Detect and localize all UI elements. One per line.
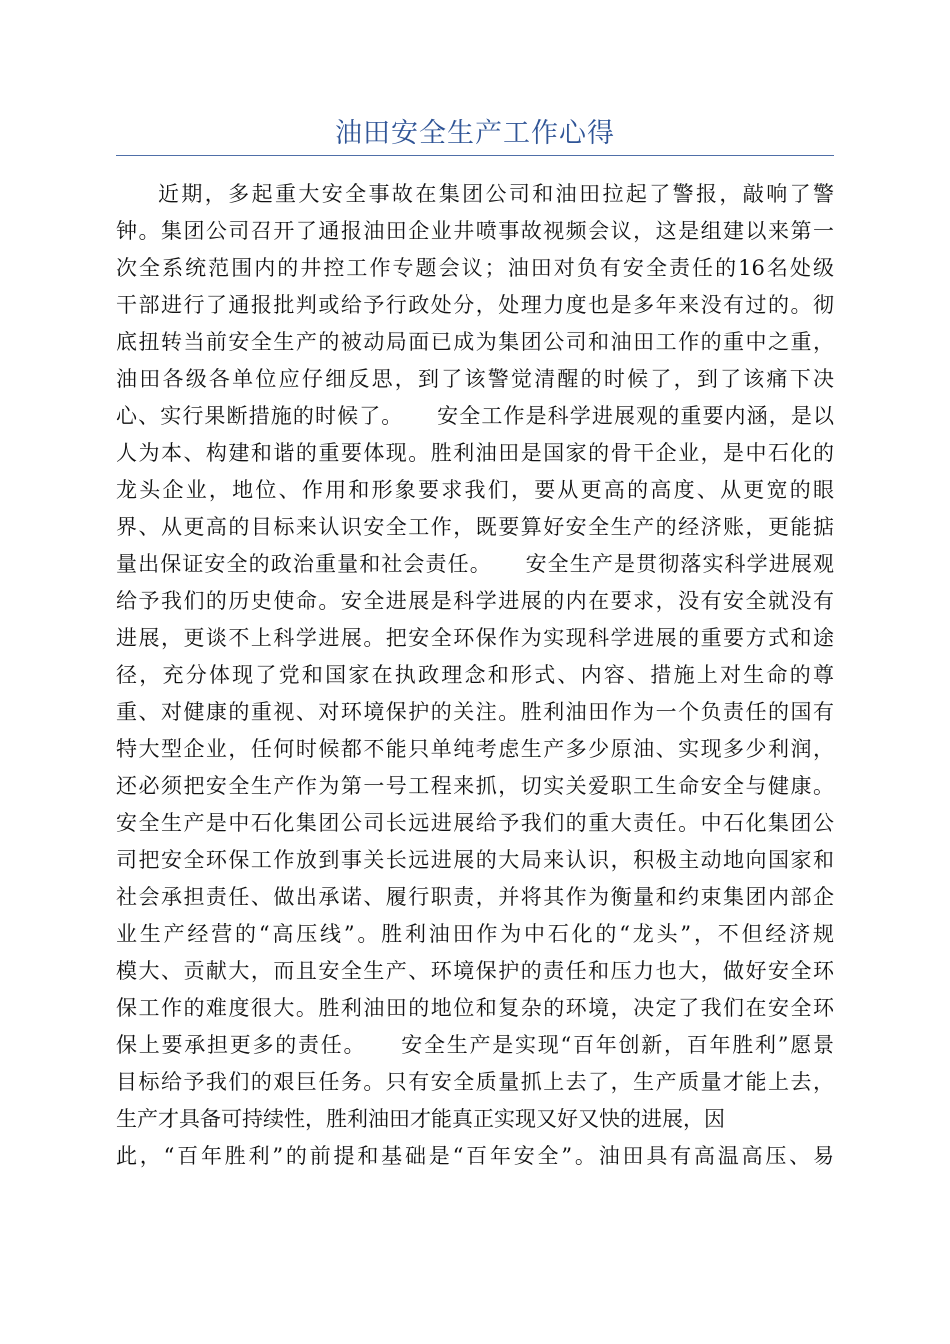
body-line-7: 心、实行果断措施的时候了。 安全工作是科学进展观的重要内涵，是以 [116, 404, 834, 428]
body-line-8: 人为本、构建和谐的重要体现。胜利油田是国家的骨干企业，是中石化的 [116, 441, 834, 465]
body-line-23: 保工作的难度很大。胜利油田的地位和复杂的环境，决定了我们在安全环 [116, 996, 834, 1020]
body-line-21: 业生产经营的“高压线”。胜利油田作为中石化的“龙头”，不但经济规 [116, 922, 834, 946]
body-line-11: 量出保证安全的政治重量和社会责任。 安全生产是贯彻落实科学进展观 [116, 552, 834, 576]
body-line-3: 次全系统范围内的井控工作专题会议；油田对负有安全责任的16名处级 [116, 256, 834, 280]
document-title: 油田安全生产工作心得 [335, 118, 615, 149]
body-line-17: 还必须把安全生产作为第一号工程来抓，切实关爱职工生命安全与健康。 [116, 774, 834, 798]
body-line-15: 重、对健康的重视、对环境保护的关注。胜利油田作为一个负责任的国有 [116, 700, 834, 724]
body-line-25: 目标给予我们的艰巨任务。只有安全质量抓上去了，生产质量才能上去， [116, 1070, 834, 1094]
body-line-20: 社会承担责任、做出承诺、履行职责，并将其作为衡量和约束集团内部企 [116, 885, 834, 909]
body-line-2: 钟。集团公司召开了通报油田企业井喷事故视频会议，这是组建以来第一 [116, 219, 834, 243]
body-line-13: 进展，更谈不上科学进展。把安全环保作为实现科学进展的重要方式和途 [116, 626, 834, 650]
body-line-18: 安全生产是中石化集团公司长远进展给予我们的重大责任。中石化集团公 [116, 811, 834, 835]
body-line-27: 此，“百年胜利”的前提和基础是“百年安全”。油田具有高温高压、易 [116, 1144, 834, 1168]
body-line-1: 近期，多起重大安全事故在集团公司和油田拉起了警报，敲响了警 [158, 182, 834, 206]
title-underline [116, 155, 834, 156]
body-line-9: 龙头企业，地位、作用和形象要求我们，要从更高的高度、从更宽的眼 [116, 478, 834, 502]
document-body [116, 176, 834, 1175]
body-line-26: 生产才具备可持续性，胜利油田才能真正实现又好又快的进展，因 [116, 1107, 725, 1131]
body-line-16: 特大型企业，任何时候都不能只单纯考虑生产多少原油、实现多少利润， [116, 737, 834, 761]
body-line-12: 给予我们的历史使命。安全进展是科学进展的内在要求，没有安全就没有 [116, 589, 834, 613]
body-line-19: 司把安全环保工作放到事关长远进展的大局来认识，积极主动地向国家和 [116, 848, 834, 872]
body-line-5: 底扭转当前安全生产的被动局面已成为集团公司和油田工作的重中之重， [116, 330, 834, 354]
body-line-4: 干部进行了通报批判或给予行政处分，处理力度也是多年来没有过的。彻 [116, 293, 834, 317]
body-line-24: 保上要承担更多的责任。 安全生产是实现“百年创新，百年胜利”愿景 [116, 1033, 834, 1057]
body-line-6: 油田各级各单位应仔细反思，到了该警觉清醒的时候了，到了该痛下决 [116, 367, 834, 391]
body-line-10: 界、从更高的目标来认识安全工作，既要算好安全生产的经济账，更能掂 [116, 515, 834, 539]
body-line-14: 径，充分体现了党和国家在执政理念和形式、内容、措施上对生命的尊 [116, 663, 834, 687]
body-line-22: 模大、贡献大，而且安全生产、环境保护的责任和压力也大，做好安全环 [116, 959, 834, 983]
